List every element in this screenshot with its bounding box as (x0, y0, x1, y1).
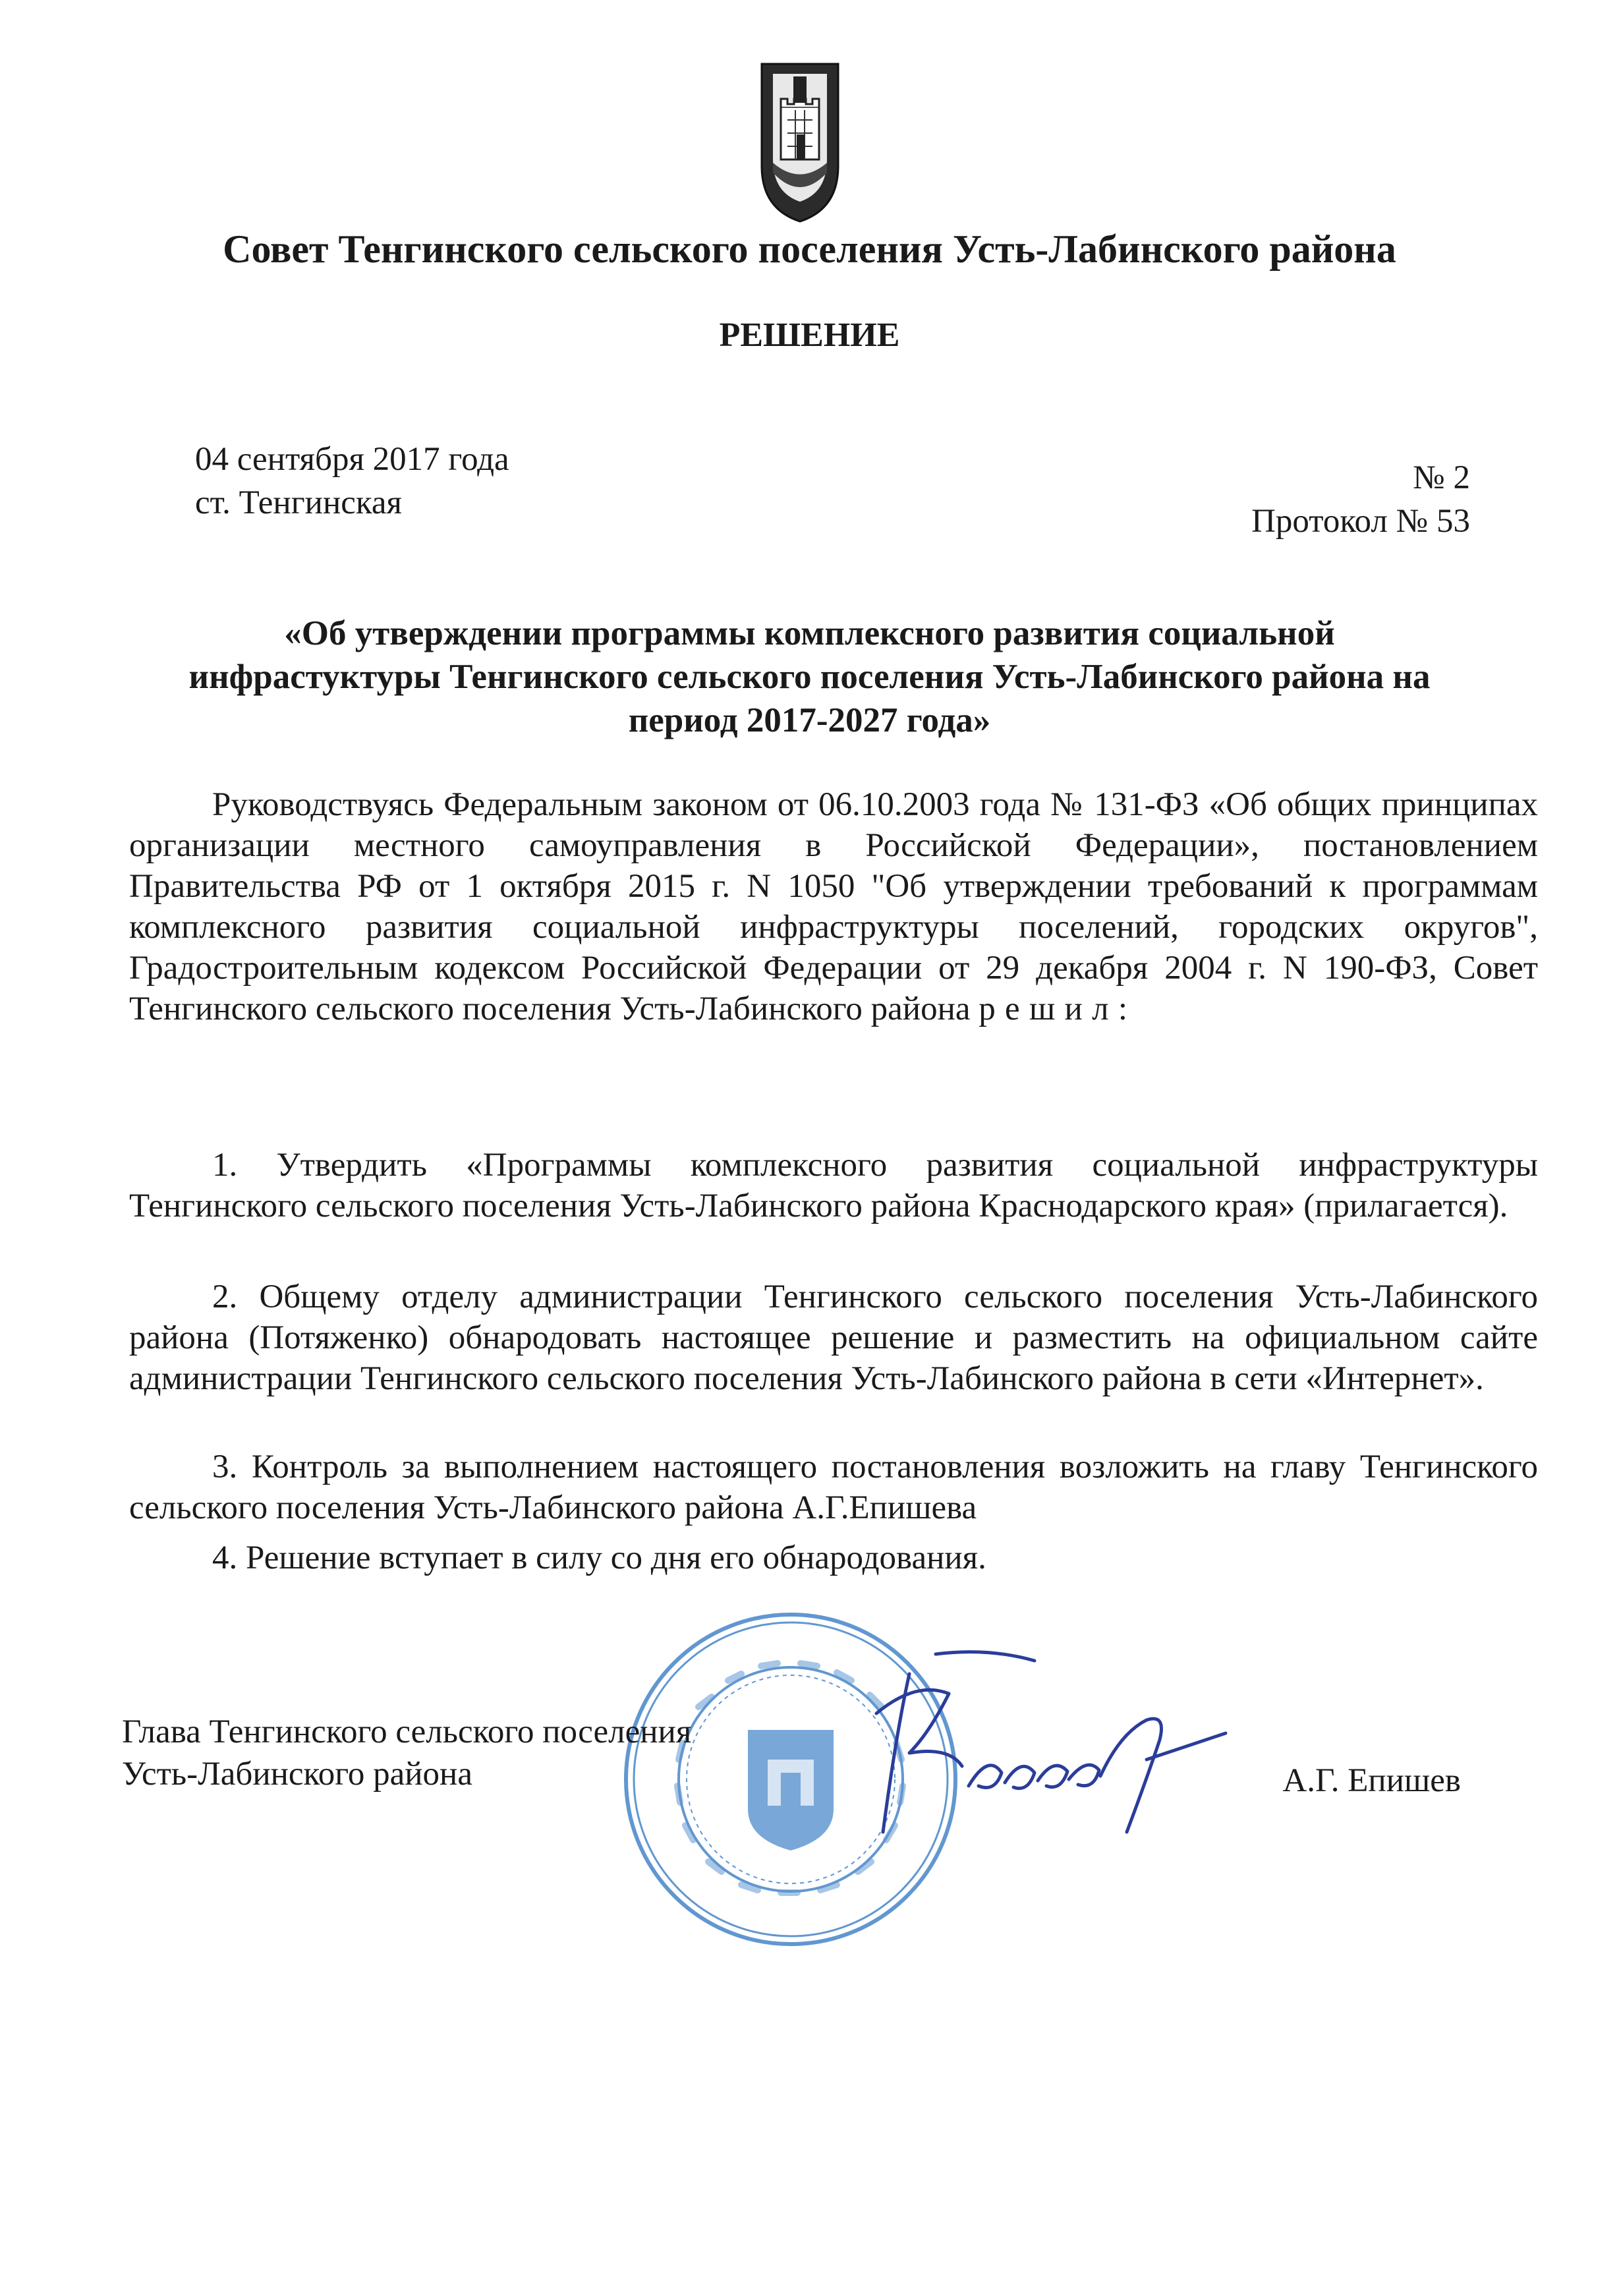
decided-word: решил: (979, 990, 1137, 1027)
decision-subject (132, 612, 1487, 742)
decision-item: 2. Общему отделу администрации Тенгинского сельского поселения Усть-Лабинского района (Потяженко) обнародовать настоящее решение и разместить на официальном сайте администрации Тенгинского сельского поселения Усть-Лабинского района в сети «Интернет». (129, 1278, 1538, 1397)
signer-position-line: Глава Тенгинского сельского поселения (122, 1713, 692, 1750)
preamble-text: Руководствуясь Федеральным законом от 06.10.2003 года № 131-ФЗ «Об общих принципах организации местного самоуправления в Российской Федерации», постановлением Правительства РФ от 1 октября 2015 г. N 1050 "Об утверждении требований к программам комплексного развития социальной инфраструктуры поселений, городских округов", Градостроительным кодексом Российской Федерации от 29 декабря 2004 г. N 190-ФЗ, Совет Тенгинского сельского поселения Усть-Лабинского района (129, 786, 1538, 1027)
subject-line: период 2017-2027 года» (628, 701, 991, 739)
signer-position-line: Усть-Лабинского района (122, 1756, 472, 1793)
subject-line: «Об утверждении программы комплексного развития социальной (284, 614, 1335, 652)
coat-of-arms-icon (758, 61, 841, 224)
decision-number: № 2 (1413, 459, 1470, 496)
preamble-paragraph (129, 784, 1538, 1029)
signer-name: А.Г. Епишев (1282, 1762, 1461, 1799)
decision-date: 04 сентября 2017 года (195, 441, 509, 478)
decision-item: 3. Контроль за выполнением настоящего постановления возложить на главу Тенгинского сельского поселения Усть-Лабинского района А.Г.Епишева (129, 1449, 1538, 1526)
decision-item: 1. Утвердить «Программы комплексного развития социальной инфраструктуры Тенгинского сельского поселения Усть-Лабинского района Краснодарского края» (прилагается). (129, 1147, 1538, 1224)
decision-item: 4. Решение вступает в силу со дня его обнародования. (212, 1539, 986, 1576)
subject-line: инфрастуктуры Тенгинского сельского поселения Усть-Лабинского района на (188, 658, 1431, 696)
protocol-number: Протокол № 53 (1251, 503, 1470, 540)
handwritten-signature-icon (837, 1634, 1245, 1858)
signer-position (122, 1711, 691, 1795)
organization-title: Совет Тенгинского сельского поселения Усть-Лабинского района (223, 227, 1396, 271)
document-type-heading: РЕШЕНИЕ (719, 316, 900, 354)
decision-place: ст. Тенгинская (195, 484, 402, 521)
